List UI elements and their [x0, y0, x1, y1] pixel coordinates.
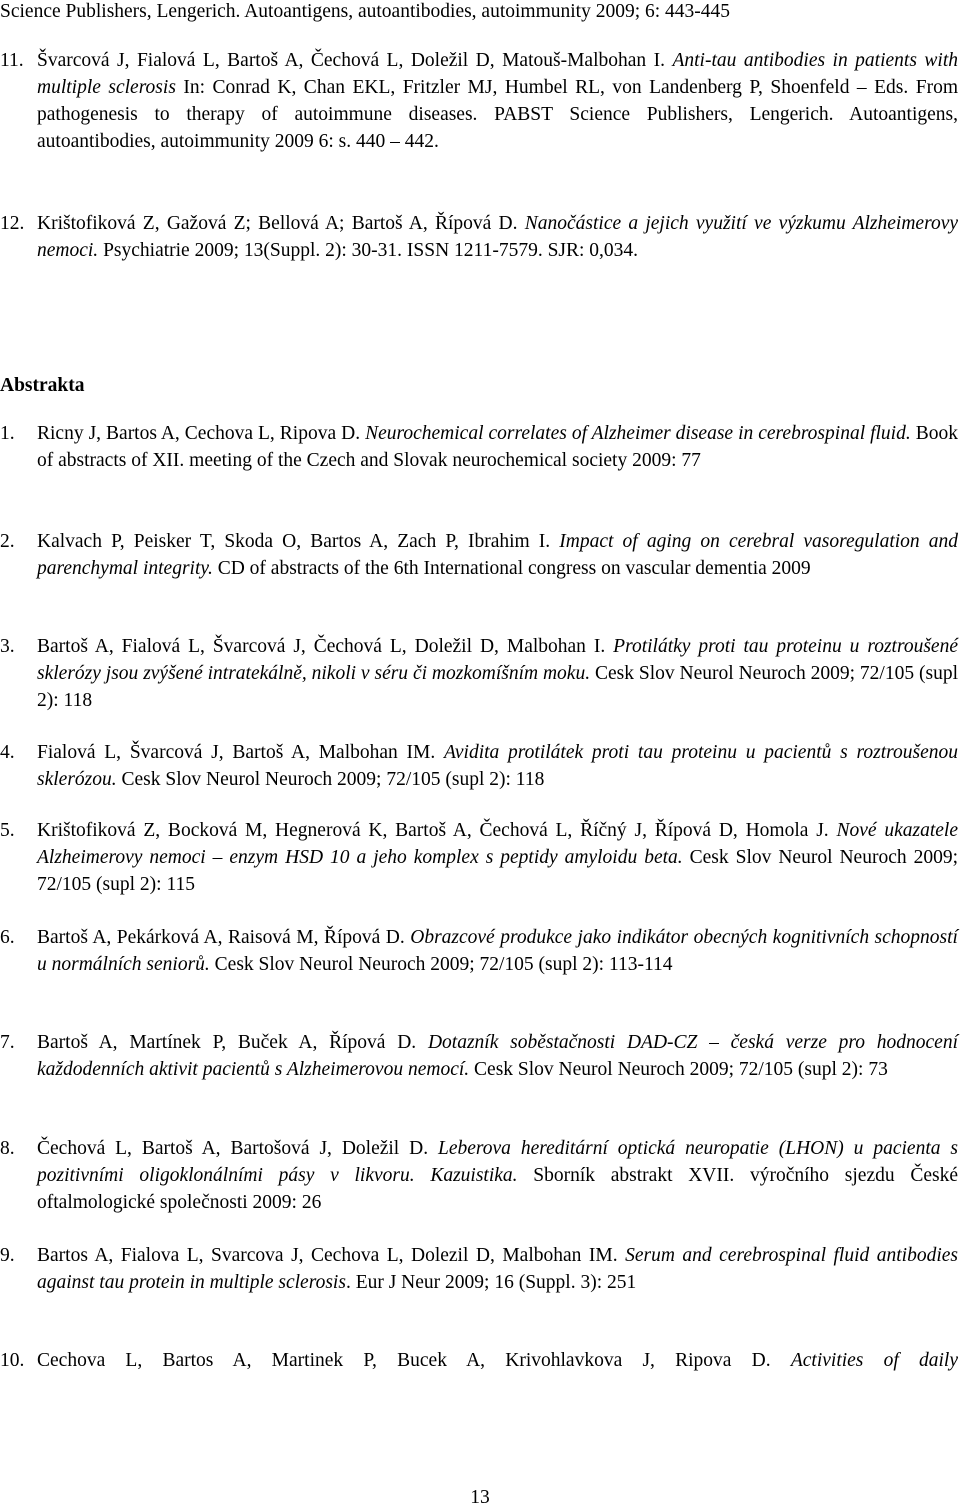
- abstract-title: Serum and cerebrospinal fluid antibodies against tau protein in multiple sclerosis: [37, 1245, 958, 1293]
- abstract-item: [0, 633, 958, 714]
- abstract-number: 5.: [0, 820, 15, 841]
- abstract-authors: Ricny J, Bartos A, Cechova L, Ripova D.: [37, 423, 366, 444]
- abstract-authors: Bartoš A, Pekárková A, Raisová M, Řípová D.: [37, 927, 411, 948]
- abstract-title: Impact of aging on cerebral vasoregulation and parenchymal integrity.: [37, 531, 959, 579]
- abstract-source: Sborník abstrakt XVII. výročního sjezdu České oftalmologické společnosti 2009: 26: [37, 1165, 958, 1213]
- abstract-authors: Bartos A, Fialova L, Svarcova J, Cechova L, Dolezil D, Malbohan IM.: [37, 1245, 626, 1266]
- abstract-source: Cesk Slov Neurol Neuroch 2009; 72/105 (supl 2): 118: [37, 663, 958, 711]
- reference-number: 12.: [0, 213, 25, 234]
- abstract-title: Neurochemical correlates of Alzheimer disease in cerebrospinal fluid.: [365, 423, 911, 444]
- reference-title: Anti-tau antibodies in patients with multiple sclerosis: [37, 50, 958, 98]
- section-heading: Abstrakta: [0, 375, 85, 396]
- abstract-authors: Krištofiková Z, Bocková M, Hegnerová K, Bartoš A, Čechová L, Říčný J, Řípová D, Homola J.: [37, 820, 837, 841]
- reference-authors: Krištofiková Z, Gažová Z; Bellová A; Bartoš A, Řípová D.: [37, 213, 525, 234]
- abstract-authors: Cechova L, Bartos A, Martinek P, Bucek A, Krivohlavkova J, Ripova D.: [37, 1350, 791, 1371]
- abstract-number: 8.: [0, 1138, 15, 1159]
- abstract-source: Cesk Slov Neurol Neuroch 2009; 72/105 (supl 2): 73: [469, 1059, 888, 1080]
- abstract-title: Avidita protilátek proti tau proteinu u pacientů s roztroušenou sklerózou.: [37, 742, 958, 790]
- abstract-title: Activities of daily: [790, 1350, 958, 1371]
- abstract-source: Cesk Slov Neurol Neuroch 2009; 72/105 (supl 2): 115: [37, 847, 958, 895]
- abstract-item: [0, 739, 958, 793]
- abstract-item: [0, 1135, 958, 1216]
- abstract-item: [0, 420, 958, 474]
- abstract-title: Obrazcové produkce jako indikátor obecných kognitivních schopností u normálních seniorů.: [37, 927, 958, 975]
- abstract-title: Dotazník soběstačnosti DAD-CZ – česká verze pro hodnocení každodenních aktivit pacientů s Alzheimerovou nemocí.: [37, 1032, 958, 1080]
- abstract-source: Cesk Slov Neurol Neuroch 2009; 72/105 (supl 2): 118: [116, 769, 545, 790]
- abstract-number: 7.: [0, 1032, 15, 1053]
- abstract-source: Cesk Slov Neurol Neuroch 2009; 72/105 (supl 2): 113-114: [209, 954, 673, 975]
- reference-source: In: Conrad K, Chan EKL, Fritzler MJ, Humbel RL, von Landenberg P, Shoenfeld – Eds. From pathogenesis to therapy of autoimmune diseases. PABST Science Publishers, Lengerich. Autoantigens, autoantibodies, autoimmunity 2009 6: s. 440 – 442.: [37, 77, 958, 152]
- abstract-authors: Fialová L, Švarcová J, Bartoš A, Malbohan IM.: [37, 742, 445, 763]
- abstract-title: Protilátky proti tau proteinu u roztroušené sklerózy jsou zvýšené intratekálně, nikoli v séru či mozkomíšním moku.: [37, 636, 958, 684]
- reference-title: Nanočástice a jejich využití ve výzkumu Alzheimerovy nemoci.: [37, 213, 958, 261]
- abstract-item: [0, 1347, 958, 1374]
- abstract-source: . Eur J Neur 2009; 16 (Suppl. 3): 251: [345, 1272, 637, 1293]
- reference-authors: Švarcová J, Fialová L, Bartoš A, Čechová L, Doležil D, Matouš-Malbohan I.: [37, 50, 673, 71]
- abstract-number: 4.: [0, 742, 15, 763]
- abstract-authors: Bartoš A, Fialová L, Švarcová J, Čechová L, Doležil D, Malbohan I.: [37, 636, 614, 657]
- abstract-number: 2.: [0, 531, 15, 552]
- abstract-item: [0, 924, 958, 978]
- abstract-item: [0, 1029, 958, 1083]
- abstract-number: 3.: [0, 636, 15, 657]
- abstract-source: CD of abstracts of the 6th International congress on vascular dementia 2009: [212, 558, 811, 579]
- abstract-title: Nové ukazatele Alzheimerovy nemoci – enzym HSD 10 a jeho komplex s peptidy amyloidu beta.: [37, 820, 958, 868]
- abstract-authors: Bartoš A, Martínek P, Buček A, Řípová D.: [37, 1032, 428, 1053]
- continued-reference-text: Science Publishers, Lengerich. Autoantigens, autoantibodies, autoimmunity 2009; 6: 443-445: [0, 1, 731, 22]
- reference-source: Psychiatrie 2009; 13(Suppl. 2): 30-31. ISSN 1211-7579. SJR: 0,034.: [98, 240, 639, 261]
- reference-number: 11.: [0, 50, 24, 71]
- abstract-item: [0, 1242, 958, 1296]
- reference-item: [0, 47, 958, 155]
- abstract-number: 10.: [0, 1350, 25, 1371]
- abstract-item: [0, 528, 958, 582]
- abstract-authors: Kalvach P, Peisker T, Skoda O, Bartos A, Zach P, Ibrahim I.: [37, 531, 560, 552]
- abstract-title: Leberova hereditární optická neuropatie (LHON) u pacienta s pozitivními oligoklonálními pásy v likvoru. Kazuistika.: [37, 1138, 958, 1186]
- abstract-source: Book of abstracts of XII. meeting of the Czech and Slovak neurochemical society 2009: 77: [37, 423, 958, 471]
- abstract-number: 1.: [0, 423, 15, 444]
- abstract-number: 9.: [0, 1245, 15, 1266]
- abstract-number: 6.: [0, 927, 15, 948]
- abstract-authors: Čechová L, Bartoš A, Bartošová J, Doležil D.: [37, 1138, 438, 1159]
- page-number: 13: [470, 1487, 490, 1508]
- abstract-item: [0, 817, 958, 898]
- reference-item: [0, 210, 958, 264]
